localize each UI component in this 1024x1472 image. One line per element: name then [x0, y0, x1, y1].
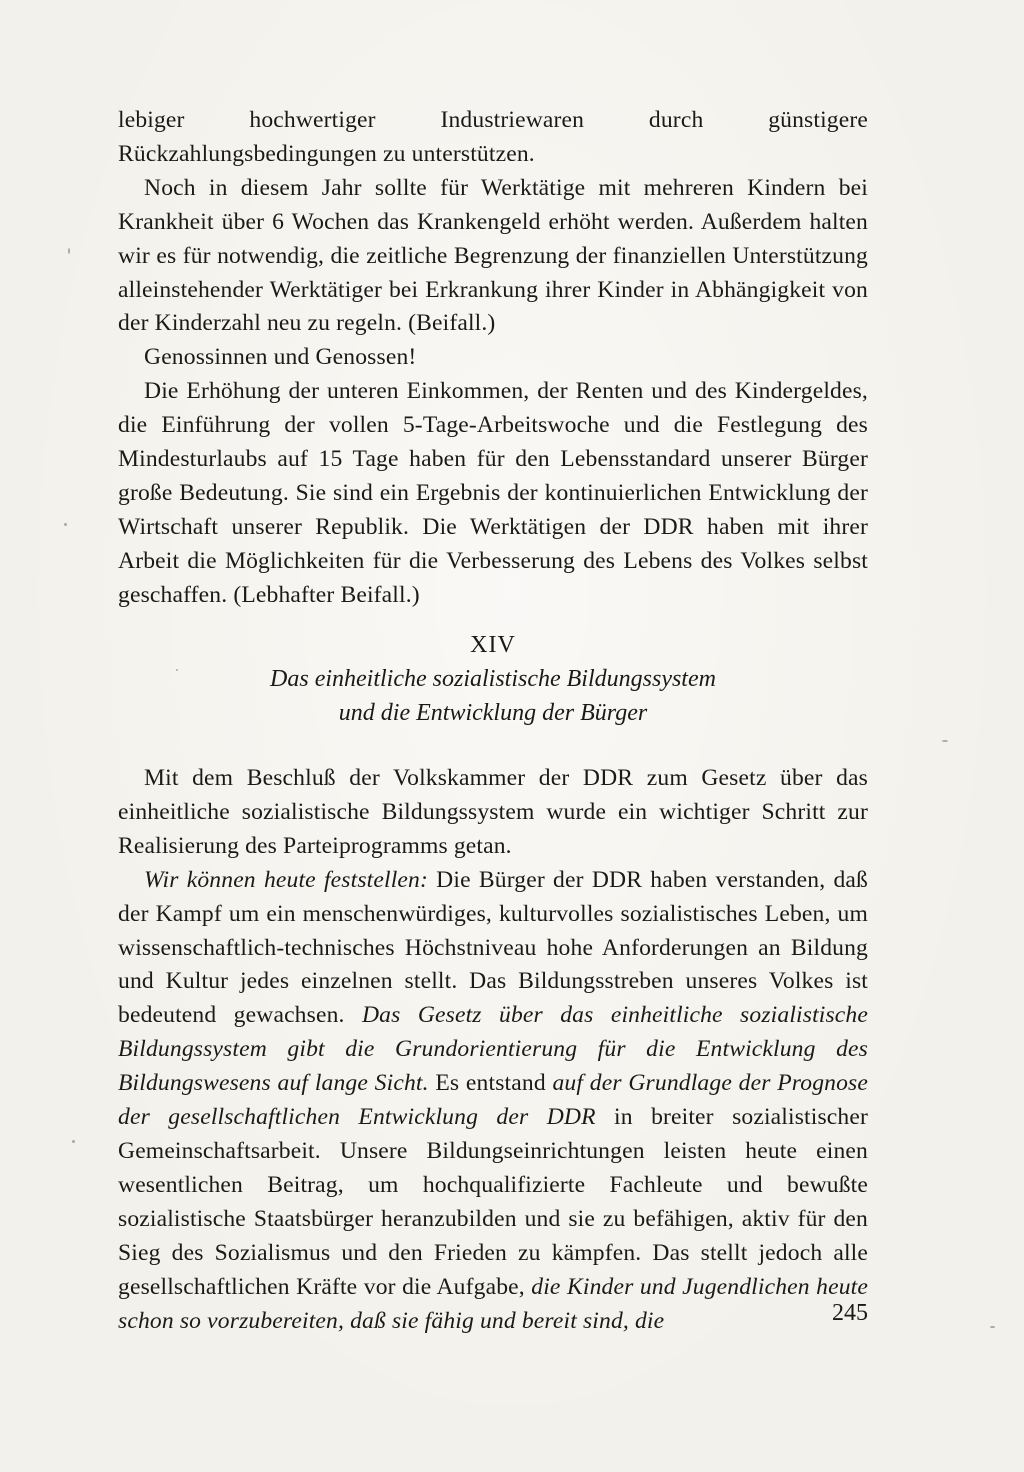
- paragraph-krankengeld: [118, 172, 868, 342]
- paragraph-lebensstandard: [118, 375, 868, 612]
- scan-speck: [68, 248, 70, 254]
- chapter-title-line-1: Das einheitliche sozialistische Bildungssystem: [270, 666, 716, 692]
- paragraph-bildungssystem: [118, 864, 868, 1339]
- scan-speck: [176, 669, 178, 671]
- paragraph-salutation: [118, 341, 868, 375]
- chapter-number: XIV: [470, 632, 516, 658]
- page-number: 245: [832, 1300, 868, 1326]
- scan-speck: [72, 1140, 75, 1143]
- chapter-heading: [118, 628, 868, 730]
- paragraph-5-text: Mit dem Beschluß der Volkskammer der DDR zum Gesetz über das einheitliche sozialistische Bildungssystem wurde ein wichtiger Schritt zur Realisierung des Parteiprogramms getan.: [118, 765, 868, 859]
- paragraph-continuation: [118, 104, 868, 172]
- paragraph-3-text: Genossinnen und Genossen!: [144, 344, 417, 371]
- paragraph-6-text-2: Die Bürger der DDR haben verstanden, daß der Kampf um ein menschenwürdiges, kulturvolles sozialistisches Leben, um wissenschaftlich-technisches Höchstniveau hohe Anforderungen an Bildung und Kultur jedes einzelnen stellt. Das Bildungsstreben unseres Volkes ist bedeutend gewachsen.: [118, 866, 868, 1029]
- paragraph-6-text-6: in breiter sozialistischer Gemeinschaftsarbeit. Unsere Bildungseinrichtungen leisten heute einen wesentlichen Beitrag, um hochqualifizierte Fachleute und bewußte sozialistische Staatsbürger heranzubilden und sie zu befähigen, aktiv für den Sieg des Sozialismus und den Frieden zu kämpfen. Das stellt jedoch alle gesellschaftlichen Kräfte vor die Aufgabe,: [118, 1104, 868, 1300]
- text-block-upper: [118, 104, 868, 613]
- scan-speck: [990, 1326, 995, 1328]
- paragraph-2-text: Noch in diesem Jahr sollte für Werktätige mit mehreren Kindern bei Krankheit über 6 Wochen das Krankengeld erhöht werden. Außerdem halten wir es für notwendig, die zeitliche Begrenzung der finanziellen Unterstützung alleinstehender Werktätiger bei Erkrankung ihrer Kinder in Abhängigkeit von der Kinderzahl neu zu regeln. (Beifall.): [118, 174, 868, 337]
- paragraph-6-text-4: Es entstand: [428, 1070, 553, 1097]
- paragraph-6-italic-7: die Kinder und Jugendlichen heute schon so vorzubereiten, daß sie fähig und bereit sind, die: [118, 1273, 868, 1334]
- paragraph-4-text: Die Erhöhung der unteren Einkommen, der Renten und des Kindergeldes, die Einführung der vollen 5-Tage-Arbeitswoche und die Festlegung des Mindesturlaubs auf 15 Tage haben für den Lebensstandard unserer Bürger große Bedeutung. Sie sind ein Ergebnis der kontinuierlichen Entwicklung der Wirtschaft unserer Republik. Die Werktätigen der DDR haben mit ihrer Arbeit die Möglichkeiten für die Verbesserung des Lebens des Volkes selbst geschaffen. (Lebhafter Beifall.): [118, 378, 868, 608]
- paragraph-6-italic-3: Das Gesetz über das einheitliche sozialistische Bildungssystem gibt die Grundorientierung für die Entwicklung des Bildungswesens auf lange Sicht.: [118, 1002, 868, 1097]
- paragraph-volkskammer: [118, 762, 868, 864]
- scan-speck: [64, 523, 67, 526]
- text-block-lower: [118, 762, 868, 1338]
- scan-speck: [942, 740, 948, 742]
- paragraph-6-italic-1: Wir können heute feststellen:: [144, 866, 428, 893]
- paragraph-6-italic-5: auf der Grundlage der Prognose der gesellschaftlichen Entwicklung der DDR: [118, 1070, 868, 1131]
- chapter-title-line-2: und die Entwicklung der Bürger: [338, 700, 648, 726]
- paragraph-1-text: lebiger hochwertiger Industriewaren durch günstigere Rückzahlungsbedingungen zu unterstützen.: [118, 107, 868, 167]
